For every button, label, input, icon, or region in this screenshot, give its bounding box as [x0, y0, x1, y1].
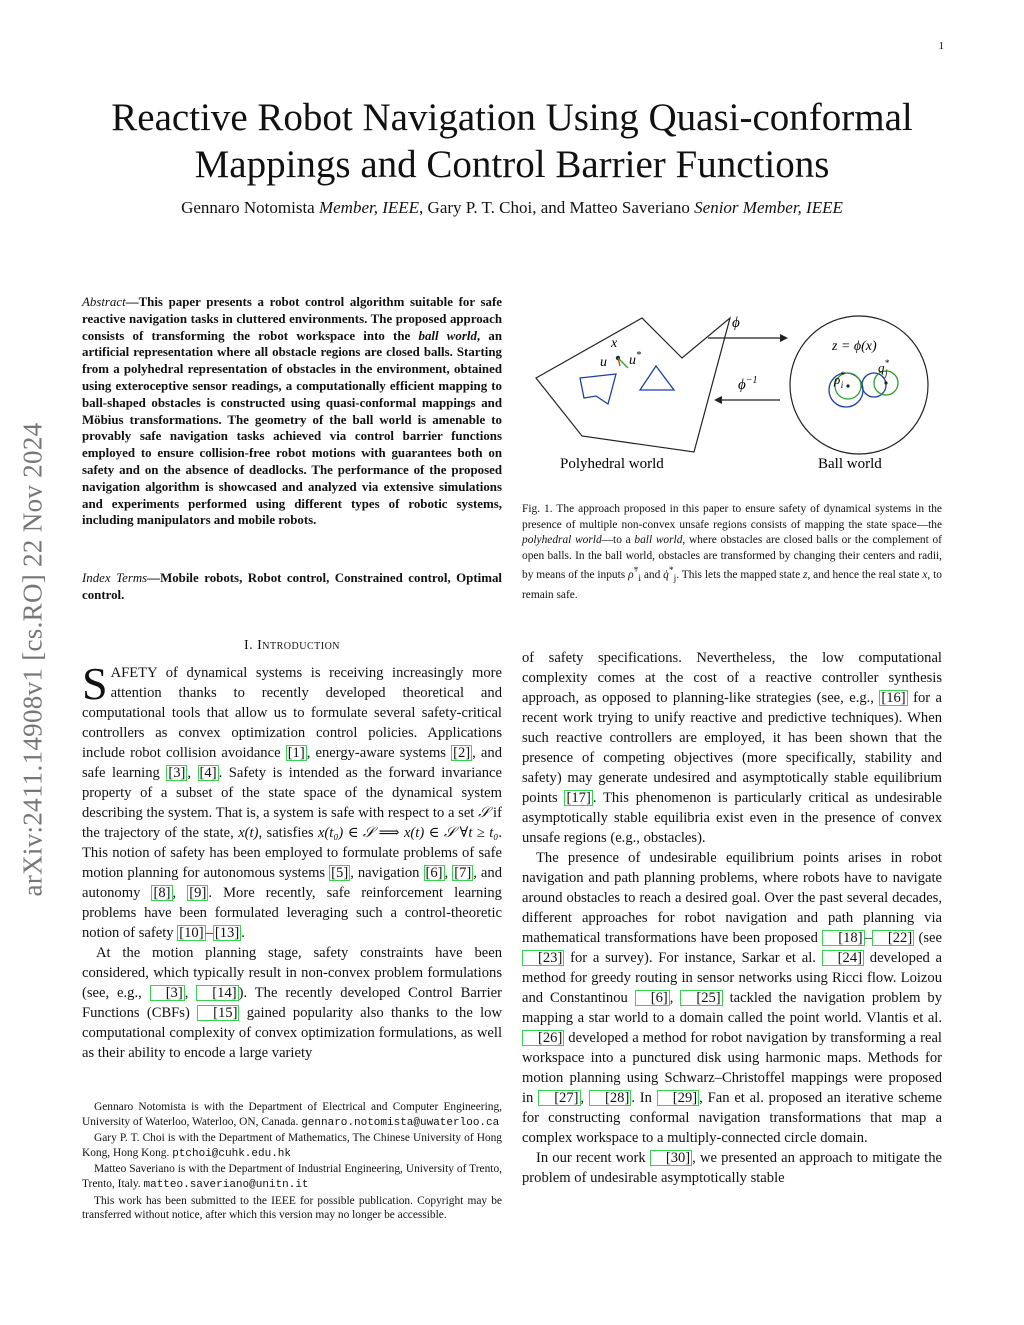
footnote: Gennaro Notomista is with the Department of Electrical and Computer Engineering, University of Waterloo, Waterloo, ON, Canada. gennaro.notomista@uwaterloo.ca [82, 1101, 502, 1129]
citation-link[interactable]: [22] [872, 930, 914, 946]
citation-link[interactable]: [4] [199, 765, 217, 781]
arxiv-identifier: arXiv:2411.14908v1 [cs.RO] 22 Nov 2024 [17, 422, 48, 897]
center-point-i [846, 384, 849, 387]
citation-link[interactable]: [1] [287, 745, 305, 761]
citation-link[interactable]: [27] [538, 1090, 580, 1106]
paragraph: SAFETY of dynamical systems is receiving increasingly more attention thanks to recently developed theoretical and computational tools that allow us to formulate several safety-critical controllers as convex optimization control policies. Applications include robot collision avoidance [1] , energy-aware systems [2] , and safe learning [3] , [4] . Safety is intended as the forward invariance property of a subset of the state space of the dynamical system describing the system. That is, a system is safe with respect to a set 𝒮 if the trajectory of the state, x(t), satisfies x(t₀) ∈ 𝒮 ⟹ x(t) ∈ 𝒮 ∀t ≥ t₀. This notion of safety has been employed to formulate problems of safe motion planning for autonomous systems [5] , navigation [6] , [7] , and autonomy [8] , [9] . More recently, safe reinforcement learning problems have been formulated leveraging such a control-theoretic notion of safety [10] – [13] . [82, 658, 503, 941]
citation-link[interactable]: [13] [214, 925, 240, 941]
label-phi: ϕ [732, 315, 740, 331]
obstacle-triangle [640, 366, 674, 390]
svg-text:ρ*i: ρ* i [834, 370, 845, 390]
label-ball-world: Ball world [818, 456, 882, 472]
abstract-emphasis: ball world [418, 328, 477, 343]
section-heading [82, 638, 502, 654]
citation-link[interactable]: [3] [168, 765, 186, 781]
intro-right-column [522, 648, 942, 1188]
polyhedral-world-boundary [536, 318, 730, 452]
citation-link[interactable]: [28] [589, 1090, 631, 1106]
index-terms [82, 570, 502, 604]
citation-link[interactable]: [17] [566, 790, 591, 806]
footnote: This work has been submitted to the IEEE for possible publication. Copyright may be transferred without notice, after which this version may no longer be accessible. [82, 1194, 502, 1222]
citation-link[interactable]: [6] [635, 990, 670, 1006]
label-q: q [878, 360, 885, 375]
label-polyhedral-world: Polyhedral world [560, 456, 664, 472]
footnote: Gary P. T. Choi is with the Department of Mathematics, The Chinese University of Hong Kong, Hong Kong. ptchoi@cuhk.edu.hk [82, 1132, 502, 1160]
citation-link[interactable]: [30] [650, 1150, 692, 1166]
drop-cap: S [82, 658, 108, 709]
email-address: gennaro.notomista@uwaterloo.ca [301, 1116, 500, 1129]
label-z-eq: z = ϕ(x) [832, 339, 877, 354]
label-u: u [600, 355, 607, 370]
paragraph: At the motion planning stage, safety constraints have been considered, which typically result in non-convex problem formulations (see, e.g., [3] , [14] ). The recently developed Control Barrier Functions (CBFs) [15] gained popularity also thanks to the low computational complexity of convex optimization formulations, as well as their ability to encode a large variety [82, 945, 502, 1061]
citation-link[interactable]: [23] [522, 950, 564, 966]
citation-link[interactable]: [25] [680, 990, 722, 1006]
author-role: Member, IEEE [318, 198, 420, 217]
citation-link[interactable]: [2] [453, 745, 471, 761]
author-line [60, 198, 964, 218]
ball-world-boundary [790, 316, 928, 454]
label-ustar-sup: * [636, 350, 641, 361]
label-ustar: u [629, 353, 636, 368]
citation-link[interactable]: [7] [454, 865, 472, 881]
abstract [82, 294, 502, 529]
svg-text:u* [629, 350, 641, 368]
email-address: matteo.saveriano@unitn.it [143, 1178, 309, 1191]
figure-1-diagram [522, 300, 942, 490]
paper-title: Reactive Robot Navigation Using Quasi-conformal Mappings and Control Barrier Functions [111, 96, 913, 186]
citation-link[interactable]: [10] [179, 925, 204, 941]
paragraph: of safety specifications. Nevertheless, the low computational complexity comes at the cost of a reactive controller synthesis approach, as opposed to planning-like strategies (see, e.g., [16] for a recent work trying to unify reactive and predictive techniques). When such reactive controllers are employed, it has been shown that the presence of competing objectives (more specifically, stability and safety) may generate undesired and asymptotically stable equilibrium points [17] . This phenomenon is particularly critical as undesirable asymptotically stable equilibria exist even in the presence of convex unsafe regions (e.g., obstacles). [522, 650, 943, 846]
citation-link[interactable]: [24] [822, 950, 864, 966]
citation-link[interactable]: [14] [196, 985, 238, 1001]
abstract-text: , an artificial representation where all obstacle regions are closed balls. Starting from a polyhedral representation of obstacles in the environment, obtained using exteroceptive sensor readings, a computationally efficient mapping to ball-shaped obstacles is constructed using quasi-conformal mappings and Möbius transformations. The geometry of the ball world is amenable to provably safe navigation tasks achieved via control barrier functions employed to ensure collision-free robot motions with guarantees both on safety and on the absence of deadlocks. The performance of the proposed navigation algorithm is showcased and analyzed via extensive simulations and experiments performed using different types of robotic systems, including manipulators and mobile robots. [82, 328, 502, 528]
label-x: x [611, 336, 618, 351]
footnotes [82, 1100, 502, 1224]
section-number: I. [243, 638, 254, 653]
page-number: 1 [938, 40, 944, 52]
citation-link[interactable]: [9] [189, 885, 207, 901]
citation-link[interactable]: [3] [150, 985, 185, 1001]
abstract-label: Abstract [82, 295, 126, 309]
svg-text:q*j: q* j [878, 358, 889, 378]
index-terms-label: Index Terms [82, 571, 148, 585]
paragraph: The presence of undesirable equilibrium points arises in robot navigation and path planning problems, where robots have to navigate around obstacles to reach a desired goal. Over the past several decades, different approaches for robot navigation and path planning via mathematical transformations have been proposed [18] – [22] (see [23] for a survey). For instance, Sarkar et al. [24] developed a method for greedy routing in sensor networks using Ricci flow. Loizou and Constantinou [6] , [25] tackled the navigation problem by mapping a star world to a domain called the point world. Vlantis et al. [26] developed a method for robot navigation by transforming a real workspace into a punctured disk using harmonic maps. Methods for motion planning using Schwarz–Christoffel mappings were proposed in [27] , [28] . In [29] , Fan et al. proposed an iterative scheme for constructing conformal navigation transformations that map a complex workspace to a multiply-connected circle domain. [522, 850, 943, 1146]
citation-link[interactable]: [6] [425, 865, 443, 881]
label-rho: ρ [834, 372, 841, 387]
citation-link[interactable]: [18] [822, 930, 864, 946]
citation-link[interactable]: [15] [197, 1005, 239, 1021]
label-phi-inverse: ϕ [738, 377, 746, 393]
footnote: Matteo Saveriano is with the Department of Industrial Engineering, University of Trento, Trento, Italy. matteo.saveriano@unitn.it [82, 1163, 502, 1191]
citation-link[interactable]: [26] [522, 1030, 564, 1046]
svg-text:ϕ−1 [738, 375, 758, 393]
author-names: , Gary P. T. Choi, and Matteo Saveriano [419, 198, 690, 217]
abstract-text: —This paper presents a robot control algorithm suitable for safe reactive navigation tasks in cluttered environments. The proposed approach consists of transforming the robot workspace into the [82, 295, 502, 343]
section-title: Introduction [257, 638, 341, 653]
index-terms-text: —Mobile robots, Robot control, Constrained control, Optimal control. [82, 571, 502, 602]
figure-number: Fig. 1. [522, 503, 553, 515]
author-name: Gennaro Notomista [181, 198, 315, 217]
center-point-j [884, 381, 887, 384]
citation-link[interactable]: [16] [881, 690, 906, 706]
citation-link[interactable]: [5] [331, 865, 349, 881]
obstacle-polygon [580, 374, 616, 404]
citation-link[interactable]: [29] [657, 1090, 699, 1106]
figure-caption: Fig. 1. The approach proposed in this paper to ensure safety of dynamical systems in the presence of multiple non-convex unsafe regions consists of mapping the state space—the polyhedral world—to a ball world, where obstacles are closed balls or the complement of open balls. In the ball world, obstacles are transformed by changing their centers and radii, by means of the inputs $\rhȯ^*_i$ and $q̇^*_j$. This lets the mapped state z, and hence the real state x, to remain safe. [522, 503, 942, 602]
intro-left-column [82, 658, 503, 1063]
author-role: Senior Member, IEEE [694, 198, 843, 217]
label-phi-inverse-sup: −1 [745, 375, 758, 386]
paragraph: In our recent work [30] , we presented an approach to mitigate the problem of undesirable asymptotically stable [522, 1150, 942, 1186]
citation-link[interactable]: [8] [153, 885, 171, 901]
email-address: ptchoi@cuhk.edu.hk [172, 1147, 292, 1160]
